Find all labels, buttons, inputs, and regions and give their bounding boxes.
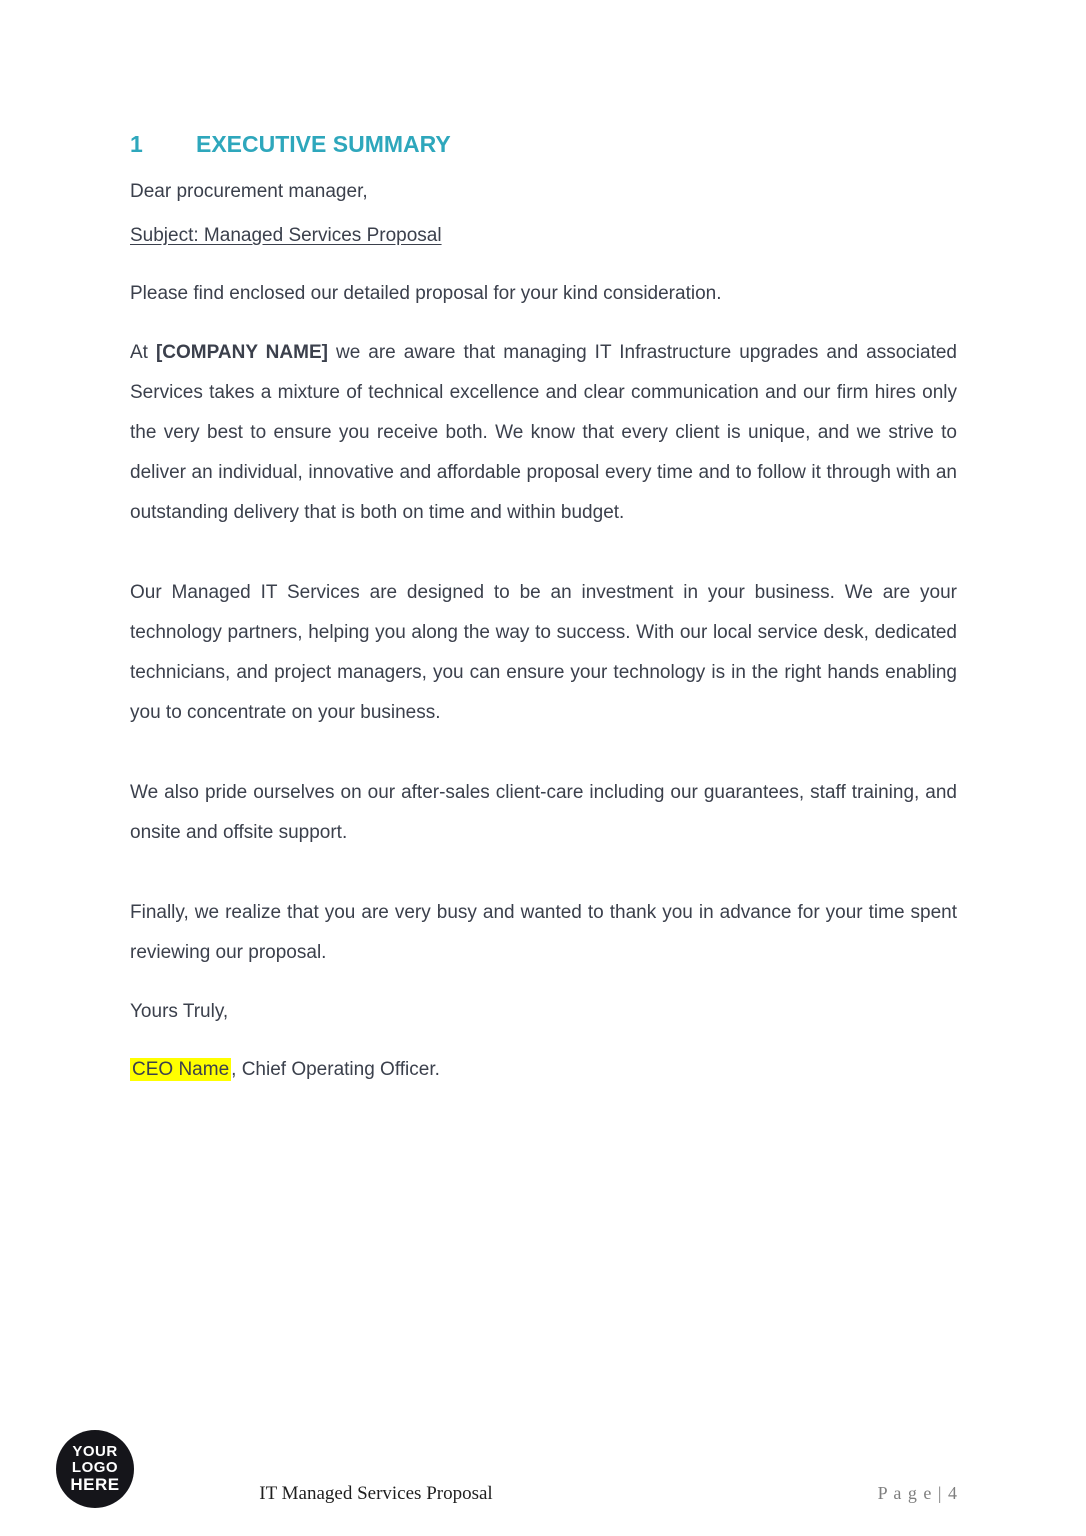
company-paragraph: [130, 333, 957, 533]
intro-paragraph: Please find enclosed our detailed proposal for your kind consideration.: [130, 283, 722, 304]
signature-line: [130, 1050, 957, 1090]
closing-paragraph: Finally, we realize that you are very busy and wanted to thank you in advance for your time spent reviewing our proposal.: [130, 902, 957, 963]
section-number: 1: [130, 131, 143, 157]
aftersales-paragraph: We also pride ourselves on our after-sales client-care including our guarantees, staff training, and onsite and offsite support.: [130, 782, 957, 843]
letter-body: [130, 130, 957, 1090]
salutation: Dear procurement manager,: [130, 181, 368, 202]
section-heading: [130, 130, 957, 158]
company-paragraph-rest: we are aware that managing IT Infrastructure upgrades and associated Services takes a mixture of technical excellence and clear communication and our firm hires only the very best to ensure you receive both. We know that every client is unique, and we strive to deliver an individual, innovative and affordable proposal every time and to follow it through with an outstanding delivery that is both on time and within budget.: [130, 342, 957, 523]
valediction: Yours Truly,: [130, 1001, 229, 1022]
section-title: EXECUTIVE SUMMARY: [196, 131, 451, 157]
ceo-title: , Chief Operating Officer.: [231, 1059, 440, 1080]
logo-line-2: LOGO: [71, 1459, 119, 1476]
subject-line: Subject: Managed Services Proposal: [130, 225, 442, 246]
footer-page-number: P a g e | 4: [877, 1483, 958, 1503]
company-paragraph-prefix: At: [130, 342, 156, 363]
logo-line-3: HERE: [70, 1475, 120, 1494]
logo-line-1: YOUR: [72, 1443, 118, 1460]
ceo-name-highlight: CEO Name: [132, 1059, 230, 1080]
footer-document-title: IT Managed Services Proposal: [259, 1483, 493, 1504]
company-name-placeholder: [COMPANY NAME]: [155, 342, 328, 363]
services-paragraph: Our Managed IT Services are designed to be an investment in your business. We are your technology partners, helping you along the way to success. With our local service desk, dedicated technicians, and project managers, you can ensure your technology is in the right hands enabling you to concentrate on your business.: [130, 582, 957, 723]
